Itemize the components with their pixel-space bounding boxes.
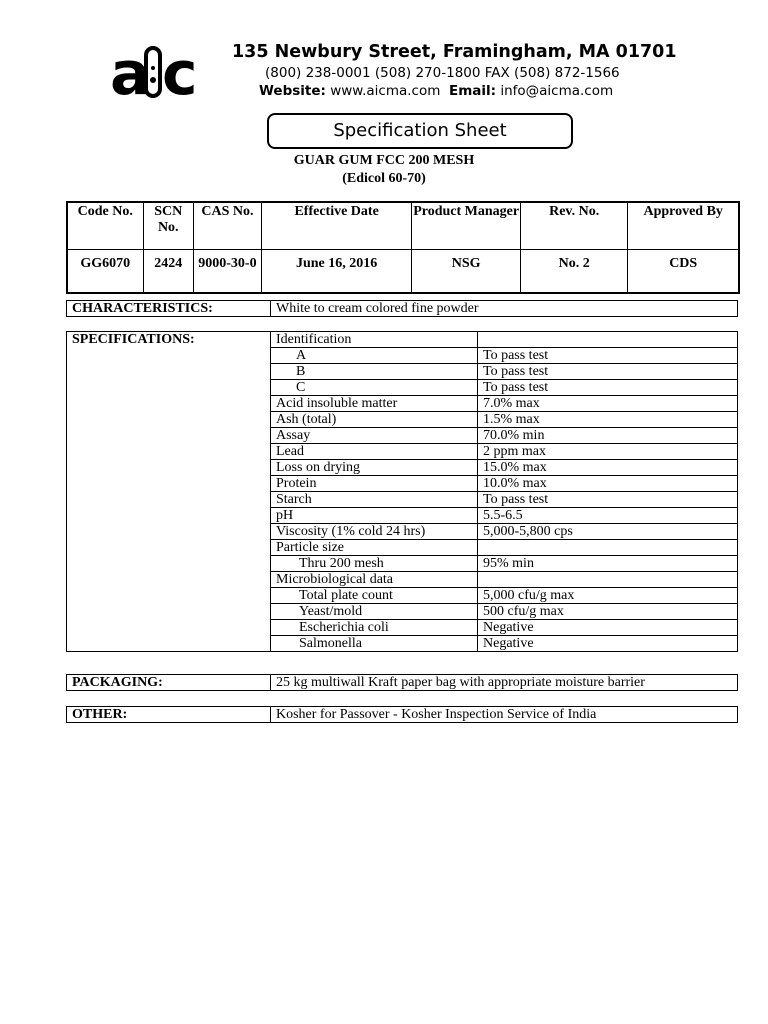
spec-name-cell bbox=[271, 364, 478, 380]
value-rev-no: No. 2 bbox=[520, 250, 627, 294]
characteristics-label: CHARACTERISTICS: bbox=[67, 301, 271, 317]
value-effective-date: June 16, 2016 bbox=[261, 250, 411, 294]
spec-value bbox=[478, 572, 738, 588]
value-product-manager: NSG bbox=[412, 250, 521, 294]
header-scn-no: SCN No. bbox=[143, 202, 193, 250]
spec-name: Total plate count bbox=[299, 588, 393, 603]
spec-name: Yeast/mold bbox=[299, 604, 363, 619]
spec-name: Microbiological data bbox=[276, 572, 394, 587]
spec-name: Ash (total) bbox=[276, 412, 337, 427]
spec-value: 10.0% max bbox=[478, 476, 738, 492]
specifications-label: SPECIFICATIONS: bbox=[67, 332, 271, 652]
spec-value: 7.0% max bbox=[478, 396, 738, 412]
packaging-label: PACKAGING: bbox=[67, 675, 271, 691]
company-phone: (800) 238-0001 (508) 270-1800 FAX (508) 872-1566 bbox=[265, 65, 620, 81]
spec-value: To pass test bbox=[478, 348, 738, 364]
spec-row bbox=[67, 332, 738, 348]
spec-name-cell bbox=[271, 412, 478, 428]
specifications-section bbox=[66, 331, 738, 652]
value-approved-by: CDS bbox=[628, 250, 739, 294]
spec-value: 5,000-5,800 cps bbox=[478, 524, 738, 540]
spec-value bbox=[478, 540, 738, 556]
product-name: GUAR GUM FCC 200 MESH bbox=[293, 153, 475, 168]
spec-name-cell bbox=[271, 348, 478, 364]
spec-name-cell bbox=[271, 428, 478, 444]
header-product-manager: Product Manager bbox=[412, 202, 521, 250]
email-label: Email: bbox=[448, 83, 497, 99]
spec-name-cell bbox=[271, 444, 478, 460]
characteristics-value: White to cream colored fine powder bbox=[276, 301, 479, 316]
spec-name-cell bbox=[271, 556, 478, 572]
spec-value: 95% min bbox=[478, 556, 738, 572]
spec-name-cell bbox=[271, 492, 478, 508]
aic-logo-icon bbox=[110, 38, 210, 104]
other-section bbox=[66, 706, 738, 723]
company-logo bbox=[110, 38, 210, 104]
spec-name: B bbox=[296, 364, 306, 379]
svg-text:c: c bbox=[162, 39, 198, 104]
spec-value: 1.5% max bbox=[478, 412, 738, 428]
spec-name: Starch bbox=[276, 492, 312, 507]
spec-value: 500 cfu/g max bbox=[478, 604, 738, 620]
spec-name-cell bbox=[271, 572, 478, 588]
spec-name-cell bbox=[271, 636, 478, 652]
spec-value: 5,000 cfu/g max bbox=[478, 588, 738, 604]
spec-name: Particle size bbox=[276, 540, 345, 555]
spec-value: Negative bbox=[483, 636, 534, 651]
spec-name: Assay bbox=[276, 428, 311, 443]
spec-name: Thru 200 mesh bbox=[299, 556, 384, 571]
spec-name-cell bbox=[271, 540, 478, 556]
header-rev-no: Rev. No. bbox=[520, 202, 627, 250]
company-address: 135 Newbury Street, Framingham, MA 01701 bbox=[232, 42, 677, 62]
spec-value bbox=[478, 332, 738, 348]
spec-value: 70.0% min bbox=[478, 428, 738, 444]
spec-name: C bbox=[296, 380, 306, 395]
spec-name-cell bbox=[271, 604, 478, 620]
spec-name-cell bbox=[271, 524, 478, 540]
company-web-email bbox=[259, 83, 613, 99]
spec-name: Acid insoluble matter bbox=[276, 396, 398, 411]
characteristics-section bbox=[66, 300, 738, 317]
spec-name-cell bbox=[271, 588, 478, 604]
other-value: Kosher for Passover - Kosher Inspection Service of India bbox=[276, 707, 597, 722]
spec-name: Viscosity (1% cold 24 hrs) bbox=[276, 524, 426, 539]
spec-name-cell bbox=[271, 460, 478, 476]
email-link[interactable]: info@aicma.com bbox=[500, 83, 614, 99]
header-cas-no: CAS No. bbox=[193, 202, 261, 250]
spec-name: Salmonella bbox=[299, 636, 362, 651]
other-label: OTHER: bbox=[67, 707, 271, 723]
spec-name-cell bbox=[271, 508, 478, 524]
spec-name: Escherichia coli bbox=[299, 620, 389, 635]
spec-value: Negative bbox=[478, 620, 738, 636]
packaging-section bbox=[66, 674, 738, 691]
header-effective-date: Effective Date bbox=[261, 202, 411, 250]
spec-name: Lead bbox=[276, 444, 304, 459]
spec-name: Protein bbox=[276, 476, 317, 491]
packaging-value: 25 kg multiwall Kraft paper bag with appropriate moisture barrier bbox=[276, 675, 645, 690]
spec-value: To pass test bbox=[478, 364, 738, 380]
spec-name-cell bbox=[271, 332, 478, 348]
spec-name: Identification bbox=[276, 332, 352, 347]
spec-name-cell bbox=[271, 380, 478, 396]
spec-value: 15.0% max bbox=[478, 460, 738, 476]
svg-text:a: a bbox=[110, 39, 148, 104]
spec-name: pH bbox=[276, 508, 294, 523]
spec-value: To pass test bbox=[478, 492, 738, 508]
product-info-table bbox=[66, 201, 740, 294]
spec-value: 2 ppm max bbox=[478, 444, 738, 460]
spec-value: To pass test bbox=[478, 380, 738, 396]
document-title: Specification Sheet bbox=[267, 113, 573, 149]
website-link[interactable]: www.aicma.com bbox=[330, 83, 441, 99]
value-scn-no: 2424 bbox=[143, 250, 193, 294]
value-cas-no: 9000-30-0 bbox=[193, 250, 261, 294]
spec-name: A bbox=[296, 348, 307, 363]
website-label: Website: bbox=[259, 83, 326, 99]
header-approved-by: Approved By bbox=[628, 202, 739, 250]
header-code-no: Code No. bbox=[67, 202, 143, 250]
spec-name-cell bbox=[271, 476, 478, 492]
product-subtitle: (Edicol 60-70) bbox=[342, 171, 426, 186]
spec-name-cell bbox=[271, 620, 478, 636]
value-code-no: GG6070 bbox=[67, 250, 143, 294]
spec-name-cell bbox=[271, 396, 478, 412]
spec-name: Loss on drying bbox=[276, 460, 360, 475]
spec-value: 5.5-6.5 bbox=[478, 508, 738, 524]
